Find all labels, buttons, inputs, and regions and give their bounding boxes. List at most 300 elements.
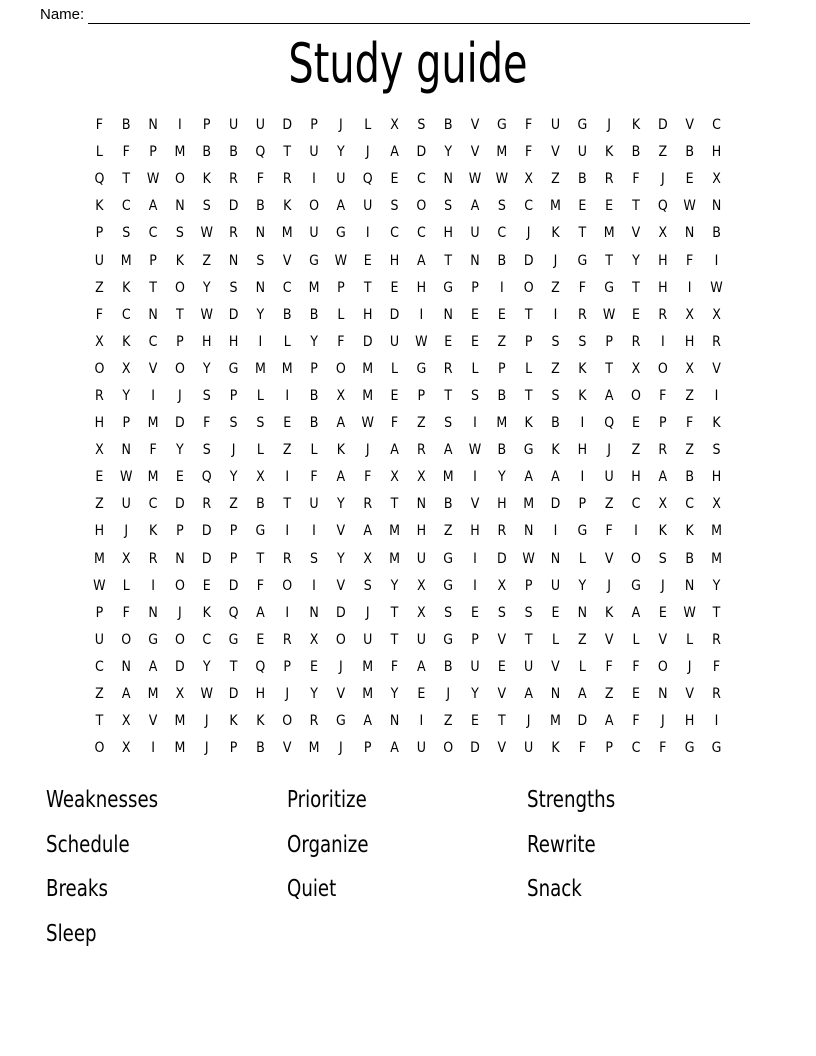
letter-cell[interactable]: I <box>312 523 316 540</box>
letter-cell[interactable]: Z <box>95 496 104 513</box>
letter-cell[interactable]: O <box>282 577 293 594</box>
letter-cell[interactable]: V <box>631 225 641 242</box>
letter-cell[interactable]: O <box>309 198 319 215</box>
letter-cell[interactable]: Z <box>551 360 560 377</box>
letter-cell[interactable]: Y <box>337 144 345 161</box>
letter-cell[interactable]: K <box>551 442 560 459</box>
letter-cell[interactable]: B <box>712 225 721 242</box>
letter-cell[interactable]: I <box>312 171 316 188</box>
letter-cell[interactable]: I <box>714 713 719 730</box>
letter-cell[interactable]: Y <box>337 496 345 513</box>
letter-cell[interactable]: C <box>148 496 158 513</box>
letter-cell[interactable]: Y <box>471 686 479 703</box>
letter-cell[interactable]: K <box>202 171 211 188</box>
letter-cell[interactable]: E <box>605 198 614 215</box>
letter-cell[interactable]: P <box>176 523 184 540</box>
letter-cell[interactable]: Y <box>390 686 399 703</box>
letter-cell[interactable]: I <box>312 577 316 594</box>
letter-cell[interactable]: J <box>660 713 665 730</box>
letter-cell[interactable]: J <box>178 604 182 621</box>
letter-cell[interactable]: M <box>550 198 561 215</box>
letter-cell[interactable]: K <box>551 740 560 757</box>
letter-cell[interactable]: H <box>228 333 239 350</box>
letter-cell[interactable]: H <box>416 279 427 296</box>
letter-cell[interactable]: E <box>497 658 506 675</box>
letter-cell[interactable]: U <box>524 658 534 675</box>
letter-cell[interactable]: R <box>712 686 721 703</box>
letter-cell[interactable]: F <box>632 658 640 675</box>
letter-cell[interactable]: A <box>390 144 399 161</box>
letter-cell[interactable]: I <box>285 604 290 621</box>
letter-cell[interactable]: T <box>632 198 640 215</box>
letter-cell[interactable]: J <box>204 740 209 757</box>
letter-cell[interactable]: L <box>364 117 372 134</box>
letter-cell[interactable]: Q <box>255 144 266 161</box>
letter-cell[interactable]: O <box>94 740 105 757</box>
letter-cell[interactable]: K <box>578 360 587 377</box>
letter-cell[interactable]: Y <box>256 306 265 323</box>
letter-cell[interactable]: P <box>95 604 104 621</box>
letter-cell[interactable]: E <box>283 415 292 432</box>
letter-cell[interactable]: N <box>175 550 185 567</box>
letter-cell[interactable]: P <box>229 740 238 757</box>
letter-cell[interactable]: B <box>551 415 560 432</box>
letter-cell[interactable]: V <box>604 550 614 567</box>
letter-cell[interactable]: A <box>121 686 131 703</box>
letter-cell[interactable]: I <box>580 415 585 432</box>
letter-cell[interactable]: M <box>174 740 186 757</box>
letter-cell[interactable]: M <box>254 360 266 377</box>
letter-cell[interactable]: J <box>285 686 290 703</box>
letter-cell[interactable]: B <box>443 658 453 675</box>
letter-cell[interactable]: T <box>444 387 453 404</box>
letter-cell[interactable]: P <box>524 577 533 594</box>
letter-cell[interactable]: S <box>712 442 721 459</box>
letter-cell[interactable]: E <box>444 333 453 350</box>
letter-cell[interactable]: T <box>283 496 292 513</box>
letter-cell[interactable]: B <box>685 144 694 161</box>
letter-cell[interactable]: Z <box>497 333 507 350</box>
letter-cell[interactable]: P <box>229 523 238 540</box>
letter-cell[interactable]: I <box>473 415 477 432</box>
letter-cell[interactable]: T <box>390 631 399 648</box>
letter-cell[interactable]: X <box>524 171 533 188</box>
letter-cell[interactable]: F <box>310 469 318 486</box>
letter-cell[interactable]: K <box>283 198 292 215</box>
letter-cell[interactable]: S <box>497 604 506 621</box>
letter-cell[interactable]: W <box>361 415 374 432</box>
letter-cell[interactable]: W <box>200 686 213 703</box>
letter-cell[interactable]: E <box>471 604 479 621</box>
letter-cell[interactable]: M <box>362 387 374 404</box>
letter-cell[interactable]: J <box>660 171 665 188</box>
letter-cell[interactable]: I <box>178 117 182 134</box>
word-list-item[interactable]: Schedule <box>46 831 130 858</box>
letter-cell[interactable]: C <box>524 198 534 215</box>
letter-cell[interactable]: K <box>202 604 211 621</box>
letter-cell[interactable]: B <box>578 171 587 188</box>
letter-cell[interactable]: P <box>149 252 157 269</box>
letter-cell[interactable]: J <box>607 117 611 134</box>
letter-cell[interactable]: A <box>658 469 668 486</box>
letter-cell[interactable]: X <box>712 306 721 323</box>
letter-cell[interactable]: U <box>416 631 426 648</box>
letter-cell[interactable]: G <box>228 631 239 648</box>
letter-cell[interactable]: V <box>658 631 668 648</box>
letter-cell[interactable]: H <box>389 252 400 269</box>
letter-cell[interactable]: G <box>577 523 588 540</box>
letter-cell[interactable]: L <box>632 631 640 648</box>
letter-cell[interactable]: E <box>497 306 506 323</box>
letter-cell[interactable]: C <box>202 631 212 648</box>
letter-cell[interactable]: U <box>416 550 426 567</box>
letter-cell[interactable]: Y <box>122 387 131 404</box>
letter-cell[interactable]: U <box>524 740 534 757</box>
letter-cell[interactable]: L <box>256 387 264 404</box>
letter-cell[interactable]: F <box>659 387 667 404</box>
letter-cell[interactable]: P <box>363 740 372 757</box>
letter-cell[interactable]: Z <box>417 415 426 432</box>
letter-cell[interactable]: C <box>631 740 641 757</box>
letter-cell[interactable]: U <box>550 117 561 134</box>
letter-cell[interactable]: X <box>631 360 641 377</box>
letter-cell[interactable]: U <box>363 198 373 215</box>
word-list-item[interactable]: Breaks <box>46 876 108 902</box>
letter-cell[interactable]: Q <box>362 171 373 188</box>
letter-cell[interactable]: B <box>282 306 292 323</box>
letter-cell[interactable]: D <box>470 740 480 757</box>
letter-cell[interactable]: E <box>390 279 399 296</box>
letter-cell[interactable]: S <box>175 225 184 242</box>
letter-cell[interactable]: D <box>228 306 239 323</box>
letter-cell[interactable]: N <box>658 686 668 703</box>
letter-cell[interactable]: K <box>229 713 238 730</box>
letter-cell[interactable]: J <box>687 658 692 675</box>
letter-cell[interactable]: Q <box>201 469 212 486</box>
letter-cell[interactable]: S <box>363 577 372 594</box>
letter-cell[interactable]: R <box>309 713 319 730</box>
letter-cell[interactable]: R <box>712 631 721 648</box>
letter-cell[interactable]: U <box>309 144 319 161</box>
letter-cell[interactable]: S <box>417 117 426 134</box>
letter-cell[interactable]: J <box>339 658 343 675</box>
letter-cell[interactable]: W <box>200 225 213 242</box>
letter-cell[interactable]: Z <box>443 713 453 730</box>
letter-cell[interactable]: A <box>470 198 480 215</box>
letter-cell[interactable]: F <box>605 658 613 675</box>
letter-cell[interactable]: V <box>336 523 346 540</box>
letter-cell[interactable]: Y <box>444 144 453 161</box>
letter-cell[interactable]: M <box>496 415 508 432</box>
letter-cell[interactable]: N <box>148 117 158 134</box>
letter-cell[interactable]: O <box>657 658 668 675</box>
letter-cell[interactable]: M <box>711 550 722 567</box>
letter-cell[interactable]: G <box>443 631 454 648</box>
letter-cell[interactable]: Z <box>631 442 641 459</box>
letter-cell[interactable]: Y <box>229 469 238 486</box>
letter-cell[interactable]: E <box>658 604 667 621</box>
letter-cell[interactable]: S <box>444 604 453 621</box>
letter-cell[interactable]: I <box>634 523 638 540</box>
letter-cell[interactable]: F <box>122 604 130 621</box>
letter-cell[interactable]: B <box>121 117 131 134</box>
letter-cell[interactable]: S <box>444 415 453 432</box>
letter-cell[interactable]: K <box>658 523 667 540</box>
letter-cell[interactable]: A <box>390 740 399 757</box>
letter-cell[interactable]: F <box>203 415 211 432</box>
letter-cell[interactable]: A <box>336 469 346 486</box>
letter-cell[interactable]: J <box>339 740 343 757</box>
letter-cell[interactable]: V <box>470 496 480 513</box>
letter-cell[interactable]: S <box>497 198 506 215</box>
letter-cell[interactable]: T <box>524 631 533 648</box>
letter-cell[interactable]: I <box>419 306 424 323</box>
letter-cell[interactable]: X <box>121 550 131 567</box>
letter-cell[interactable]: B <box>256 740 265 757</box>
letter-cell[interactable]: N <box>711 198 722 215</box>
letter-cell[interactable]: H <box>658 279 668 296</box>
letter-cell[interactable]: E <box>310 658 319 675</box>
letter-cell[interactable]: A <box>148 198 158 215</box>
letter-cell[interactable]: T <box>578 225 587 242</box>
letter-cell[interactable]: G <box>443 577 454 594</box>
letter-cell[interactable]: L <box>283 333 291 350</box>
letter-cell[interactable]: M <box>362 686 374 703</box>
letter-cell[interactable]: T <box>122 171 131 188</box>
letter-cell[interactable]: X <box>417 577 426 594</box>
letter-cell[interactable]: N <box>255 279 266 296</box>
letter-cell[interactable]: F <box>632 713 640 730</box>
letter-cell[interactable]: P <box>283 658 292 675</box>
word-list-item[interactable]: Prioritize <box>287 787 367 813</box>
letter-cell[interactable]: W <box>468 442 482 459</box>
letter-cell[interactable]: W <box>146 171 160 188</box>
letter-cell[interactable]: X <box>497 577 507 594</box>
letter-cell[interactable]: V <box>497 631 507 648</box>
letter-cell[interactable]: O <box>174 577 185 594</box>
letter-cell[interactable]: N <box>443 306 453 323</box>
letter-cell[interactable]: V <box>551 658 560 675</box>
letter-cell[interactable]: G <box>684 740 695 757</box>
letter-cell[interactable]: M <box>389 550 400 567</box>
letter-cell[interactable]: X <box>712 496 721 513</box>
letter-cell[interactable]: U <box>94 631 105 648</box>
letter-cell[interactable]: F <box>337 333 345 350</box>
letter-cell[interactable]: N <box>148 604 158 621</box>
letter-cell[interactable]: P <box>229 550 238 567</box>
letter-cell[interactable]: X <box>256 469 265 486</box>
letter-cell[interactable]: W <box>468 171 482 188</box>
letter-cell[interactable]: V <box>336 577 346 594</box>
letter-cell[interactable]: P <box>122 415 131 432</box>
letter-cell[interactable]: K <box>605 144 614 161</box>
letter-cell[interactable]: G <box>335 713 346 730</box>
letter-cell[interactable]: X <box>658 496 668 513</box>
letter-cell[interactable]: N <box>443 171 453 188</box>
letter-cell[interactable]: E <box>551 604 560 621</box>
letter-cell[interactable]: Y <box>578 577 587 594</box>
name-input-line[interactable] <box>88 8 750 24</box>
letter-cell[interactable]: F <box>632 171 640 188</box>
letter-cell[interactable]: Y <box>176 442 184 459</box>
letter-cell[interactable]: P <box>149 144 157 161</box>
letter-cell[interactable]: C <box>712 117 721 134</box>
letter-cell[interactable]: R <box>497 523 507 540</box>
letter-cell[interactable]: L <box>578 550 586 567</box>
letter-cell[interactable]: H <box>94 523 105 540</box>
letter-cell[interactable]: O <box>282 713 293 730</box>
letter-cell[interactable]: F <box>525 117 533 134</box>
letter-cell[interactable]: M <box>603 225 615 242</box>
letter-cell[interactable]: F <box>578 279 586 296</box>
letter-cell[interactable]: J <box>204 713 209 730</box>
letter-cell[interactable]: U <box>550 577 561 594</box>
letter-cell[interactable]: S <box>229 279 238 296</box>
letter-cell[interactable]: G <box>604 279 615 296</box>
letter-cell[interactable]: S <box>202 442 211 459</box>
letter-cell[interactable]: P <box>578 496 587 513</box>
letter-cell[interactable]: G <box>443 550 454 567</box>
letter-cell[interactable]: M <box>442 469 454 486</box>
letter-cell[interactable]: L <box>471 360 479 377</box>
letter-cell[interactable]: A <box>604 713 614 730</box>
letter-cell[interactable]: C <box>685 496 695 513</box>
letter-cell[interactable]: E <box>417 686 426 703</box>
word-list-item[interactable]: Rewrite <box>527 831 596 858</box>
letter-cell[interactable]: X <box>95 333 104 350</box>
word-list-item[interactable]: Snack <box>527 876 582 902</box>
letter-cell[interactable]: D <box>362 333 373 350</box>
letter-cell[interactable]: H <box>362 306 373 323</box>
letter-cell[interactable]: W <box>710 279 723 296</box>
letter-cell[interactable]: G <box>496 117 507 134</box>
letter-cell[interactable]: L <box>95 144 103 161</box>
letter-cell[interactable]: F <box>686 415 694 432</box>
letter-cell[interactable]: M <box>174 144 186 161</box>
letter-cell[interactable]: K <box>685 523 694 540</box>
letter-cell[interactable]: T <box>95 713 104 730</box>
letter-cell[interactable]: S <box>202 387 211 404</box>
letter-cell[interactable]: B <box>443 496 453 513</box>
letter-cell[interactable]: N <box>121 658 131 675</box>
letter-cell[interactable]: U <box>470 658 480 675</box>
letter-cell[interactable]: C <box>121 306 131 323</box>
letter-cell[interactable]: E <box>471 333 479 350</box>
letter-cell[interactable]: I <box>580 469 585 486</box>
letter-cell[interactable]: K <box>712 415 721 432</box>
letter-cell[interactable]: N <box>228 252 239 269</box>
letter-cell[interactable]: P <box>229 387 238 404</box>
letter-cell[interactable]: A <box>524 469 533 486</box>
letter-cell[interactable]: S <box>202 198 211 215</box>
letter-cell[interactable]: V <box>470 117 480 134</box>
letter-cell[interactable]: O <box>523 279 534 296</box>
letter-cell[interactable]: Z <box>229 496 238 513</box>
word-list-item[interactable]: Quiet <box>287 876 337 902</box>
letter-cell[interactable]: I <box>473 550 477 567</box>
letter-cell[interactable]: I <box>258 333 263 350</box>
letter-cell[interactable]: E <box>202 577 211 594</box>
letter-cell[interactable]: M <box>147 686 159 703</box>
letter-cell[interactable]: V <box>282 740 292 757</box>
letter-cell[interactable]: X <box>417 604 426 621</box>
letter-cell[interactable]: E <box>175 469 184 486</box>
letter-cell[interactable]: F <box>390 415 399 432</box>
letter-cell[interactable]: D <box>282 117 293 134</box>
letter-cell[interactable]: N <box>550 686 561 703</box>
letter-cell[interactable]: U <box>255 117 265 134</box>
letter-cell[interactable]: H <box>255 686 266 703</box>
letter-cell[interactable]: R <box>202 496 212 513</box>
letter-cell[interactable]: R <box>631 333 641 350</box>
letter-cell[interactable]: T <box>444 252 453 269</box>
letter-cell[interactable]: S <box>229 415 238 432</box>
letter-cell[interactable]: M <box>308 279 320 296</box>
letter-cell[interactable]: R <box>604 171 614 188</box>
letter-cell[interactable]: I <box>473 469 477 486</box>
letter-cell[interactable]: Q <box>228 604 239 621</box>
letter-cell[interactable]: U <box>228 117 239 134</box>
letter-cell[interactable]: R <box>577 306 587 323</box>
letter-cell[interactable]: J <box>365 144 370 161</box>
letter-cell[interactable]: T <box>497 713 506 730</box>
letter-cell[interactable]: L <box>310 442 318 459</box>
letter-cell[interactable]: N <box>550 550 561 567</box>
letter-cell[interactable]: D <box>657 117 668 134</box>
letter-cell[interactable]: Z <box>551 279 560 296</box>
letter-cell[interactable]: L <box>578 658 586 675</box>
letter-cell[interactable]: E <box>95 469 104 486</box>
letter-cell[interactable]: U <box>94 252 105 269</box>
letter-cell[interactable]: F <box>95 117 104 134</box>
letter-cell[interactable]: F <box>95 306 104 323</box>
letter-cell[interactable]: Z <box>604 686 614 703</box>
letter-cell[interactable]: F <box>605 523 613 540</box>
letter-cell[interactable]: T <box>632 279 640 296</box>
letter-cell[interactable]: E <box>631 415 640 432</box>
letter-cell[interactable]: K <box>122 279 131 296</box>
letter-cell[interactable]: Z <box>658 144 668 161</box>
letter-cell[interactable]: M <box>147 415 159 432</box>
letter-cell[interactable]: K <box>122 333 131 350</box>
letter-cell[interactable]: O <box>121 631 132 648</box>
letter-cell[interactable]: V <box>685 686 694 703</box>
letter-cell[interactable]: O <box>174 360 185 377</box>
letter-cell[interactable]: O <box>631 387 641 404</box>
letter-cell[interactable]: P <box>176 333 184 350</box>
letter-cell[interactable]: D <box>228 198 239 215</box>
letter-cell[interactable]: C <box>390 225 399 242</box>
letter-cell[interactable]: E <box>471 713 479 730</box>
letter-cell[interactable]: S <box>524 604 533 621</box>
letter-cell[interactable]: Y <box>497 469 506 486</box>
letter-cell[interactable]: M <box>550 713 561 730</box>
letter-cell[interactable]: J <box>660 577 665 594</box>
letter-cell[interactable]: V <box>148 360 158 377</box>
letter-cell[interactable]: T <box>524 387 533 404</box>
letter-cell[interactable]: U <box>577 144 587 161</box>
letter-cell[interactable]: T <box>149 279 157 296</box>
letter-cell[interactable]: P <box>202 117 211 134</box>
letter-cell[interactable]: O <box>631 550 641 567</box>
letter-cell[interactable]: L <box>337 306 345 323</box>
letter-cell[interactable]: F <box>686 252 694 269</box>
letter-cell[interactable]: P <box>310 360 318 377</box>
letter-cell[interactable]: V <box>604 631 614 648</box>
letter-cell[interactable]: B <box>229 144 238 161</box>
letter-cell[interactable]: B <box>256 198 265 215</box>
letter-cell[interactable]: O <box>416 198 427 215</box>
